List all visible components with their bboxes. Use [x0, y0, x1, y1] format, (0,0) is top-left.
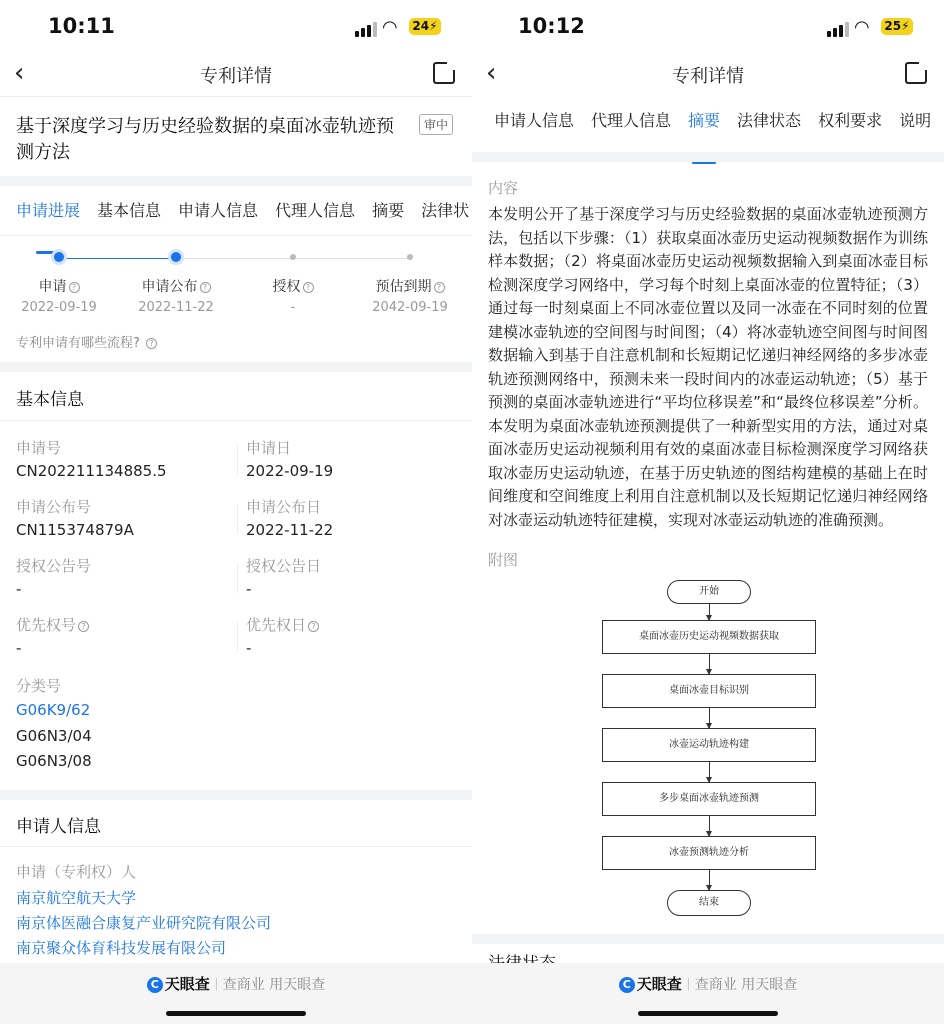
tab-agent[interactable]: 代理人信息: [275, 201, 356, 220]
app-no-value: CN202211134885.5: [16, 462, 167, 480]
basic-info-title: 基本信息: [16, 390, 84, 410]
prio-no-value: -: [16, 639, 22, 657]
share-icon[interactable]: [433, 62, 455, 84]
step-name: 授权: [272, 279, 301, 295]
flowchart: [472, 580, 944, 930]
step-dot: [290, 254, 296, 260]
step-date: 2042-09-19: [372, 300, 448, 315]
tab-abstract[interactable]: 摘要: [372, 201, 405, 220]
clock: 10:11: [48, 14, 115, 38]
brand-icon: C: [619, 977, 635, 993]
signal-icon: [827, 22, 849, 37]
progress-line: [58, 258, 410, 259]
step-name: 预估到期: [375, 279, 432, 295]
help-icon[interactable]: ?: [200, 282, 211, 293]
step-date: 2022-09-19: [21, 300, 97, 315]
progress-step: [9, 252, 109, 315]
battery-icon: 25⚡: [881, 18, 913, 35]
grant-no-value: -: [16, 580, 22, 598]
progress-step: [126, 252, 226, 315]
tianyancha-logo: [619, 975, 682, 993]
right-screen: [472, 0, 944, 1024]
section-tabs: [16, 196, 472, 246]
prio-date-label: [246, 614, 319, 635]
app-date-label: 申请日: [246, 439, 292, 457]
share-icon[interactable]: [905, 62, 927, 84]
applicant-label: 申请（专利权）人: [16, 863, 137, 881]
flow-step: 冰壶预测轨迹分析: [602, 836, 816, 870]
help-icon[interactable]: ?: [303, 282, 314, 293]
tab-applicant[interactable]: 申请人信息: [494, 111, 575, 130]
help-link-text: 专利申请有哪些流程?: [16, 336, 140, 351]
pub-no-value: CN115374879A: [16, 521, 134, 539]
grant-date-label: 授权公告日: [246, 557, 322, 575]
tab-abstract[interactable]: 摘要: [688, 106, 720, 156]
class-value: G06N3/04: [16, 727, 92, 745]
pub-date-label: 申请公布日: [246, 498, 322, 516]
status-bar: [472, 0, 944, 54]
nav-bar: [472, 54, 944, 96]
slogan: 查商业 用天眼查: [222, 977, 326, 993]
pub-date-value: 2022-11-22: [246, 521, 334, 539]
patent-title: 基于深度学习与历史经验数据的桌面冰壶轨迹预测方法: [16, 116, 394, 163]
signal-icon: [355, 22, 377, 37]
tab-agent[interactable]: 代理人信息: [591, 111, 672, 130]
tab-applicant[interactable]: 申请人信息: [178, 201, 259, 220]
flow-end: 结束: [667, 890, 751, 916]
class-link[interactable]: G06K9/62: [16, 701, 91, 719]
wifi-icon: ◠: [854, 17, 870, 38]
flow-step: 多步桌面冰壶轨迹预测: [602, 782, 816, 816]
help-icon[interactable]: ?: [434, 282, 445, 293]
home-indicator: [638, 1011, 778, 1016]
battery-icon: 24⚡: [409, 18, 441, 35]
process-help-link[interactable]: [16, 332, 157, 351]
step-name: 申请公布: [141, 279, 198, 295]
step-name: 申请: [38, 279, 67, 295]
tab-basic-info[interactable]: 基本信息: [97, 201, 162, 220]
grant-no-label: 授权公告号: [16, 557, 92, 575]
tab-progress[interactable]: 申请进展: [16, 196, 80, 246]
step-dot: [54, 252, 64, 262]
tab-legal[interactable]: 法律状: [421, 201, 470, 220]
slogan: 查商业 用天眼查: [694, 977, 798, 993]
abstract-text: 本发明公开了基于深度学习与历史经验数据的桌面冰壶轨迹预测方法，包括以下步骤：（1）获取桌面冰壶历史运动视频数据作为训练样本数据；（2）将桌面冰壶历史运动视频数据输入到桌面冰壶目标检测深度学习网络中，学习每个时刻上桌面冰壶的位置特征；（3）通过每一时刻桌面上不同冰壶位置以及同一冰壶在不同时刻的位置建模冰壶轨迹的空间图与时间图；（4）将冰壶轨迹空间图与时间图数据输入到基于自注意机制和长短期记忆递归神经网络的多步冰壶轨迹预测网络中，预测未来一段时间内的冰壶运动轨迹；（5）基于预测的桌面冰壶轨迹进行“平均位移误差”和“最终位移误差”分析。本发明为桌面冰壶轨迹预测提供了一种新型实用的方法，通过对桌面冰壶历史运动视频利用有效的桌面冰壶目标检测深度学习网络获取冰壶历史运动轨迹，在基于历史轨迹的图结构建模的基础上在时间维度和空间维度上利用自注意机制以及长短期记忆递归神经网络对冰壶运动轨迹特征建模，实现对冰壶运动轨迹的准确预测。: [488, 205, 928, 529]
flow-step: 桌面冰壶历史运动视频数据获取: [602, 620, 816, 654]
help-icon[interactable]: ?: [308, 621, 319, 632]
grant-date-value: -: [246, 580, 252, 598]
tab-claims[interactable]: 权利要求: [818, 111, 883, 130]
prio-date-label-text: 优先权日: [246, 616, 307, 634]
tab-legal[interactable]: 法律状态: [737, 111, 802, 130]
help-icon: ?: [146, 338, 157, 349]
app-no-label: 申请号: [16, 439, 62, 457]
prio-date-value: -: [246, 639, 252, 657]
brand-name: 天眼查: [636, 975, 682, 993]
help-icon[interactable]: ?: [78, 621, 89, 632]
prio-no-label: [16, 614, 89, 635]
flow-start: 开始: [667, 580, 751, 604]
class-label: 分类号: [16, 677, 62, 695]
applicant-link[interactable]: 南京体医融合康复产业研究院有限公司: [16, 914, 272, 932]
figure-label: 附图: [488, 551, 519, 569]
page-title: 专利详情: [672, 66, 744, 87]
applicant-link[interactable]: 南京聚众体育科技发展有限公司: [16, 939, 227, 957]
wifi-icon: ◠: [382, 17, 398, 38]
step-dot: [407, 254, 413, 260]
pub-no-label: 申请公布号: [16, 498, 92, 516]
battery-level: 25: [884, 19, 902, 33]
status-badge: 审中: [419, 114, 453, 135]
content-label: 内容: [488, 179, 519, 197]
step-date: 2022-11-22: [138, 300, 214, 315]
applicant-link[interactable]: 南京航空航天大学: [16, 889, 137, 907]
back-icon[interactable]: ‹: [14, 58, 25, 88]
app-date-value: 2022-09-19: [246, 462, 334, 480]
status-bar: [0, 0, 472, 54]
page-title: 专利详情: [200, 66, 272, 87]
brand-name: 天眼查: [164, 975, 210, 993]
tab-description[interactable]: 说明: [899, 111, 932, 130]
footer-text: [472, 973, 944, 994]
help-icon[interactable]: ?: [69, 282, 80, 293]
applicant-title: 申请人信息: [16, 817, 101, 837]
nav-bar: [0, 54, 472, 96]
battery-level: 24: [412, 19, 430, 33]
home-indicator: [166, 1011, 306, 1016]
flow-step: 冰壶运动轨迹构建: [602, 728, 816, 762]
clock: 10:12: [518, 14, 585, 38]
step-dot: [171, 252, 181, 262]
class-value: G06N3/08: [16, 752, 92, 770]
back-icon[interactable]: ‹: [486, 58, 497, 88]
flow-step: 桌面冰壶目标识别: [602, 674, 816, 708]
section-tabs: [494, 106, 944, 156]
prio-no-label-text: 优先权号: [16, 616, 77, 634]
step-date: -: [290, 300, 296, 315]
brand-icon: C: [147, 977, 163, 993]
progress-step: [360, 252, 460, 315]
progress-step: [243, 252, 343, 315]
tianyancha-logo: [147, 975, 210, 993]
footer-text: [0, 973, 472, 994]
